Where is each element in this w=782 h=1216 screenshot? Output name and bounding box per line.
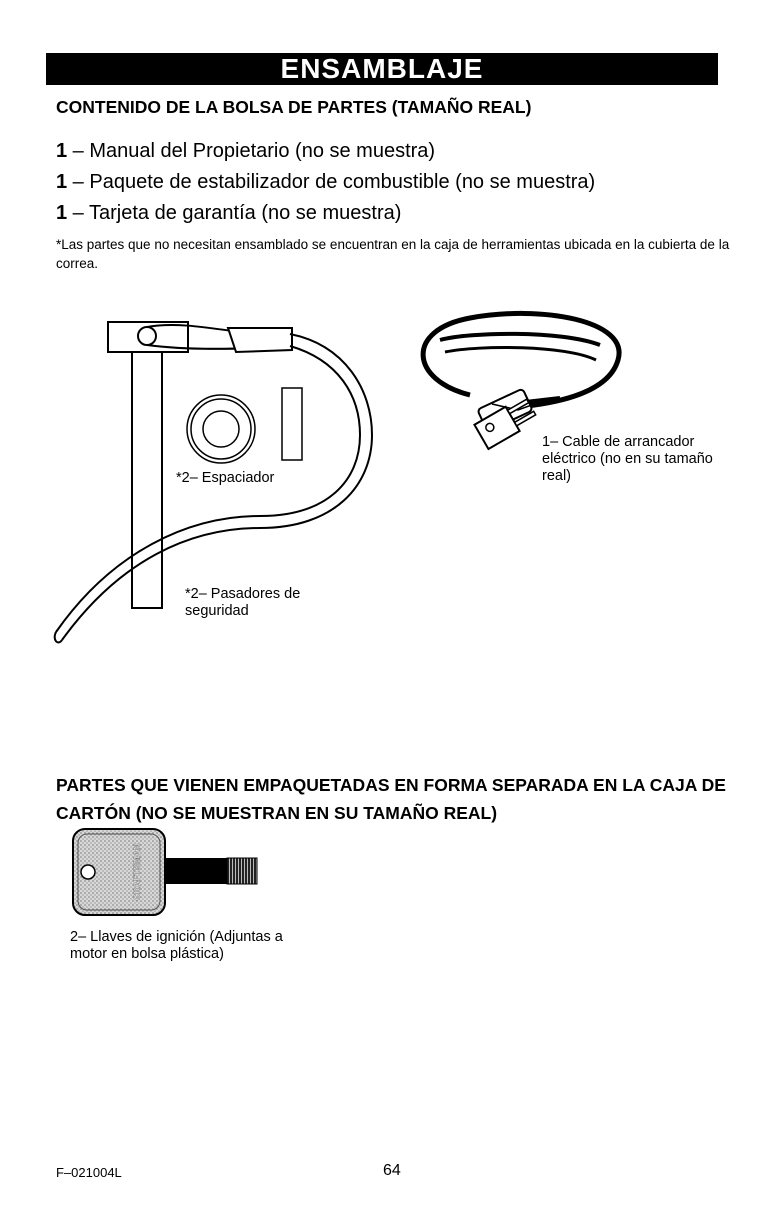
separate-parts-heading: PARTES QUE VIENEN EMPAQUETADAS EN FORMA SEPARADA EN LA CAJA DE CARTÓN (NO SE MUESTRAN EN SU TAMAÑO REAL) bbox=[56, 775, 726, 823]
spacer-icon bbox=[187, 388, 302, 463]
list-item: 1 – Manual del Propietario (no se muestra) bbox=[56, 140, 436, 162]
starter-cable-caption: 1– Cable de arrancador eléctrico (no en su tamaño real) bbox=[542, 434, 713, 484]
key-brand-text: CRAFTSMAN bbox=[132, 843, 142, 901]
parts-bag-heading: CONTENIDO DE LA BOLSA DE PARTES (TAMAÑO REAL) bbox=[56, 97, 532, 117]
electric-cord-icon bbox=[423, 313, 619, 449]
spacer-caption: *2– Espaciador bbox=[176, 470, 275, 486]
banner-title: ENSAMBLAJE bbox=[280, 53, 484, 84]
page-number: 64 bbox=[383, 1162, 401, 1179]
list-item: 1 – Paquete de estabilizador de combustible (no se muestra) bbox=[56, 171, 596, 193]
safety-pins-caption: *2– Pasadores de seguridad bbox=[185, 586, 301, 619]
assembly-note: *Las partes que no necesitan ensamblado se encuentran en la caja de herramientas ubicada en la cubierta de la correa. bbox=[56, 237, 730, 271]
ignition-keys-caption: 2– Llaves de ignición (Adjuntas a motor en bolsa plástica) bbox=[70, 929, 283, 962]
ignition-key-icon bbox=[73, 829, 257, 915]
document-code: F–021004L bbox=[56, 1165, 122, 1180]
list-item: 1 – Tarjeta de garantía (no se muestra) bbox=[56, 202, 402, 224]
